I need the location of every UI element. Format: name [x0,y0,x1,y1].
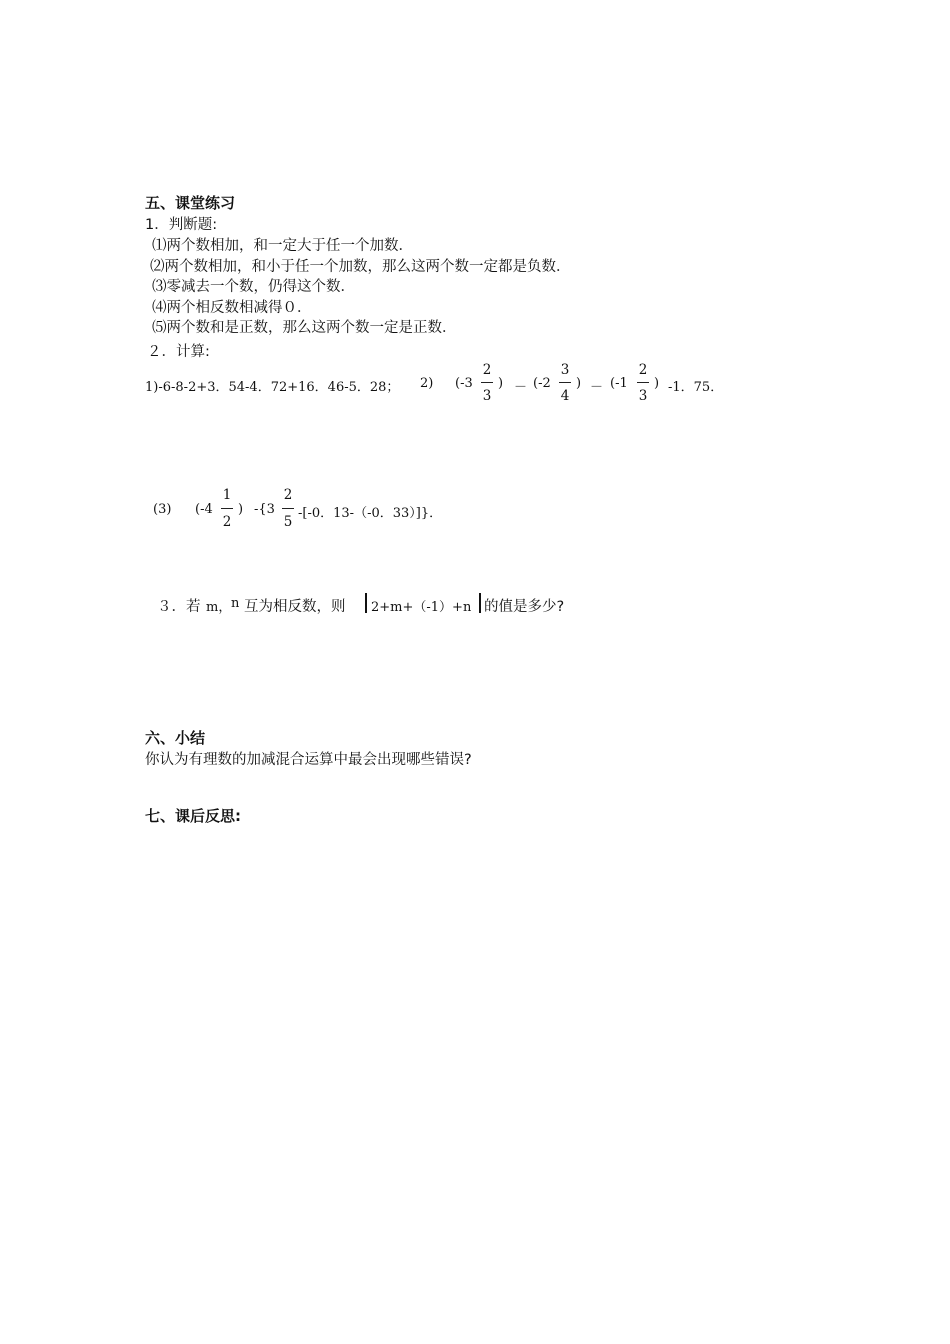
expr2-term1-whole: (-3 [455,376,473,391]
question-3-prefix: ３．若 [157,599,201,615]
fraction-bar [481,382,493,383]
expr2-term3-denominator: 3 [638,388,648,404]
expr2-tail: -1．75． [668,380,724,395]
expr2-term2-close: ) [576,376,582,391]
fraction-bar [221,508,233,509]
expr3-term2-numerator: 2 [283,487,293,503]
judgement-item-4: ⑷两个相反数相减得０． [152,300,312,316]
expr2-term1-denominator: 3 [482,388,492,404]
expr3-term1-close: ) [238,502,244,517]
judgement-item-2: ⑵两个数相加，和小于任一个加数，那么这两个数一定都是负数． [150,259,571,275]
section-7-title: 七、课后反思: [145,807,241,825]
expr2-term2-whole: (-2 [533,376,551,391]
section-6-title: 六、小结 [145,729,206,747]
expr2-term3-numerator: 2 [638,362,648,378]
expr3-term1-whole: (-4 [195,502,213,517]
fraction-bar [282,508,294,509]
expr3-term2-denominator: 5 [283,514,293,530]
expr2-minus-1: － [514,380,528,395]
question-3-m: m， [206,600,232,615]
judgement-item-3: ⑶零减去一个数，仍得这个数． [152,279,355,295]
expr3-label: (3) [153,502,172,517]
calc-expression-1: 1)-6-8-2+3．54-4．72+16．46-5．28； [145,380,400,395]
expr2-term2-denominator: 4 [560,388,570,404]
expr2-term3-close: ) [654,376,660,391]
judgement-item-5: ⑸两个数和是正数，那么这两个数一定是正数． [152,320,457,336]
judgement-item-1: ⑴两个数相加，和一定大于任一个加数． [152,238,413,254]
question-2-label: ２．计算: [147,344,210,360]
expr2-term2-numerator: 3 [560,362,570,378]
expr2-label: 2) [420,376,434,391]
question-3-suffix: 的值是多少? [484,599,565,615]
expr3-term1-denominator: 2 [222,514,232,530]
section-5-title: 五、课堂练习 [145,194,236,212]
absolute-value-bar-right [479,593,481,613]
expr3-term1-numerator: 1 [222,487,232,503]
question-3-mid: 互为相反数，则 [244,599,346,615]
question-3-abs-expression: 2+m+（-1）+n [371,600,472,615]
summary-question: 你认为有理数的加减混合运算中最会出现哪些错误? [145,752,472,768]
expr3-tail: -[-0．13-（-0．33）]}． [298,506,443,521]
expr2-minus-2: － [590,380,604,395]
fraction-bar [559,382,571,383]
expr2-term3-whole: (-1 [610,376,628,391]
question-1-label: 1．判断题: [145,217,218,233]
expr2-term1-numerator: 2 [482,362,492,378]
absolute-value-bar-left [365,593,367,613]
expr3-term2-whole: -{3 [254,502,275,517]
question-3-n: n [231,596,240,611]
fraction-bar [637,382,649,383]
expr2-term1-close: ) [498,376,504,391]
